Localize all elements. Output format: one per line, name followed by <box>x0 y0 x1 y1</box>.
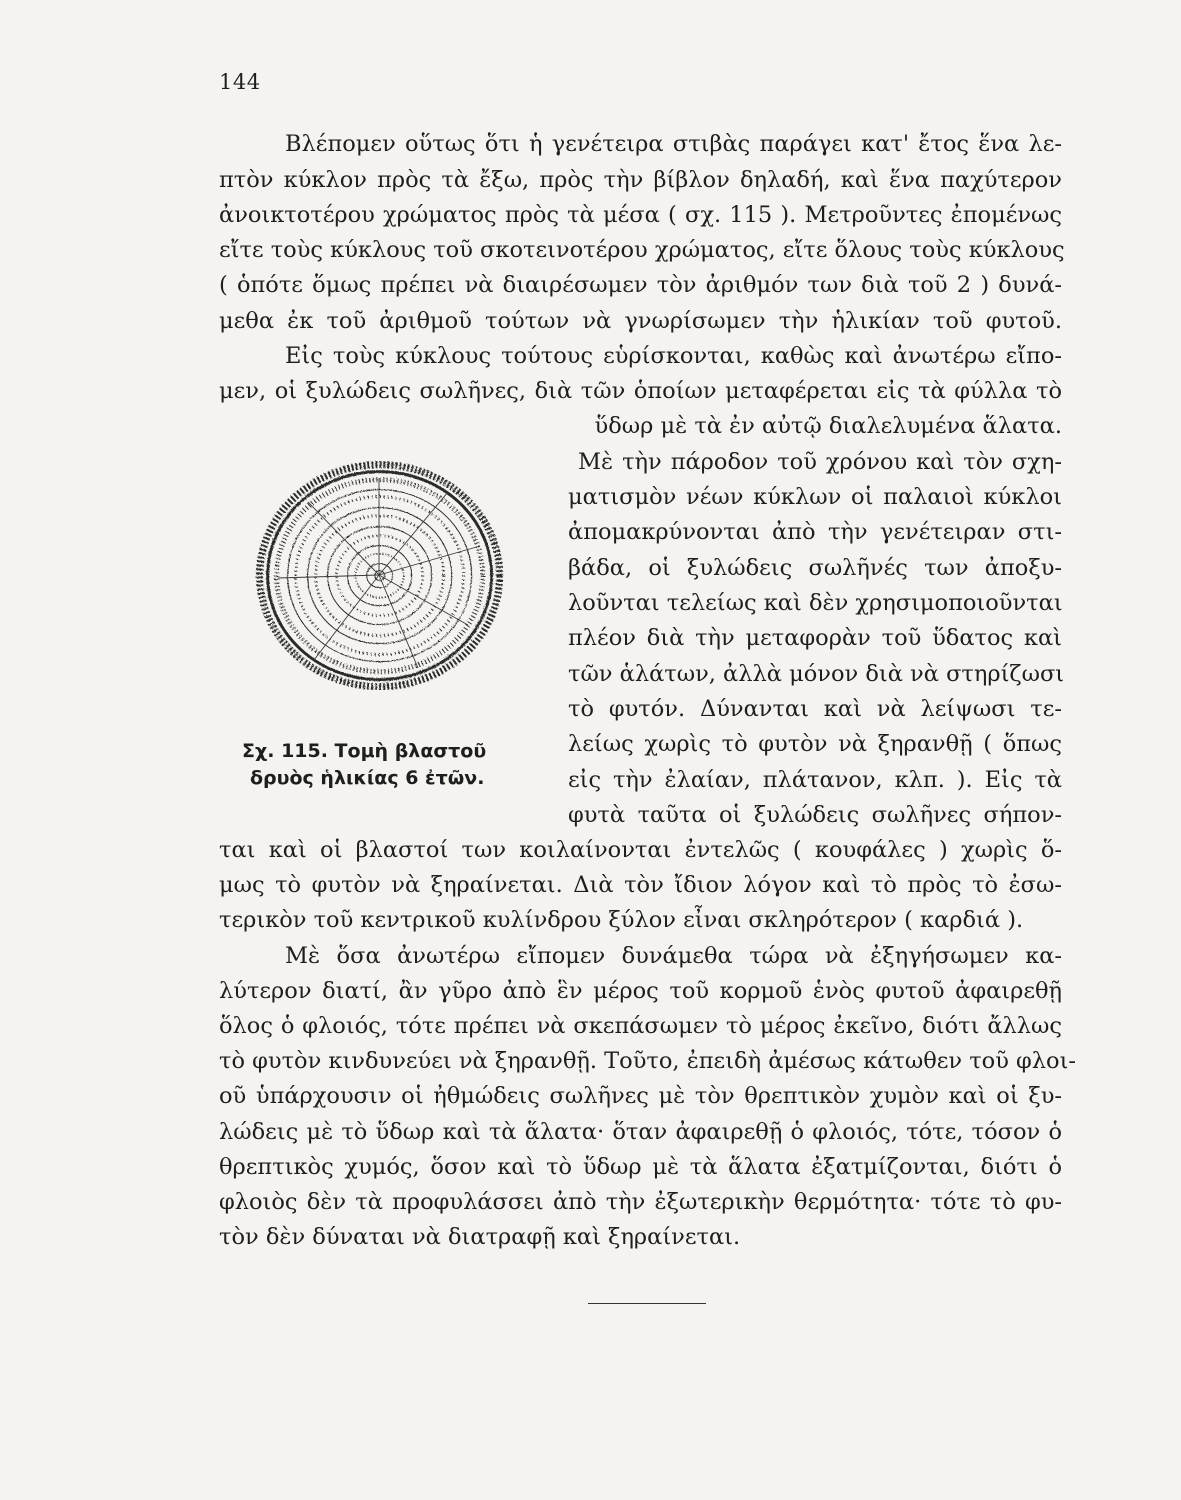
figure-caption: Σχ. 115. Τομὴ βλαστοῦ <box>242 740 487 762</box>
text-line: πτὸν κύκλον πρὸς τὰ ἔξω, πρὸς τὴν βίβλον δηλαδή, καὶ ἕνα παχύτερον <box>219 167 1062 193</box>
text-line: μως τὸ φυτὸν νὰ ξηραίνεται. Διὰ τὸν ἴδιον λόγον καὶ τὸ πρὸς τὸ ἐσω- <box>219 872 1062 898</box>
text-line: οῦ ὑπάρχουσιν οἱ ἠθμώδεις σωλῆνες μὲ τὸν θρεπτικὸν χυμὸν καὶ οἱ ξυ- <box>219 1083 1062 1109</box>
tree-cross-section-illustration <box>248 460 520 690</box>
text-line: Εἰς τοὺς κύκλους τούτους εὑρίσκονται, καθὼς καὶ ἀνωτέρω εἴπο- <box>285 343 1062 369</box>
text-line: θρεπτικὸς χυμός, ὅσον καὶ τὸ ὕδωρ μὲ τὰ ἅλατα ἐξατμίζονται, διότι ὁ <box>219 1154 1062 1180</box>
text-line: τερικὸν τοῦ κεντρικοῦ κυλίνδρου ξύλον εἶναι σκληρότερον ( καρδιά ). <box>219 907 1024 933</box>
text-line: εἰς τὴν ἐλαίαν, πλάτανον, κλπ. ). Εἰς τὰ <box>568 767 1062 793</box>
page-number: 144 <box>219 70 261 94</box>
figure-caption: δρυὸς ἡλικίας 6 ἐτῶν. <box>250 767 485 789</box>
text-line: μεν, οἱ ξυλώδεις σωλῆνες, διὰ τῶν ὁποίων μεταφέρεται εἰς τὰ φύλλα τὸ <box>219 378 1062 404</box>
text-line: ἀνοικτοτέρου χρώματος πρὸς τὰ μέσα ( σχ. 115 ). Μετροῦντες ἐπομένως <box>219 202 1062 228</box>
text-line: τὸ φυτὸν κινδυνεύει νὰ ξηρανθῇ. Τοῦτο, ἐπειδὴ ἀμέσως κάτωθεν τοῦ φλοι- <box>219 1048 1077 1074</box>
text-line: Βλέπομεν οὕτως ὅτι ἡ γενέτειρα στιβὰς παράγει κατ' ἔτος ἕνα λε- <box>285 131 1062 157</box>
text-line: τὸν δὲν δύναται νὰ διατραφῇ καὶ ξηραίνεται. <box>219 1224 741 1250</box>
text-line: λύτερον διατί, ἂν γῦρο ἀπὸ ἓν μέρος τοῦ κορμοῦ ἑνὸς φυτοῦ ἀφαιρεθῇ <box>219 978 1062 1004</box>
text-line: πλέον διὰ τὴν μεταφορὰν τοῦ ὕδατος καὶ <box>568 625 1062 651</box>
text-line: φυτὰ ταῦτα οἱ ξυλώδεις σωλῆνες σήπον- <box>568 802 1062 828</box>
text-line: τὸ φυτόν. Δύνανται καὶ νὰ λείψωσι τε- <box>568 696 1062 722</box>
text-line: ματισμὸν νέων κύκλων οἱ παλαιοὶ κύκλοι <box>568 484 1062 510</box>
text-line: Μὲ τὴν πάροδον τοῦ χρόνου καὶ τὸν σχη- <box>578 449 1062 475</box>
text-line: μεθα ἐκ τοῦ ἀριθμοῦ τούτων νὰ γνωρίσωμεν τὴν ἡλικίαν τοῦ φυτοῦ. <box>219 308 1062 334</box>
text-line: τῶν ἁλάτων, ἀλλὰ μόνον διὰ νὰ στηρίζωσι <box>568 661 1065 687</box>
section-divider <box>588 1303 706 1304</box>
text-line: Μὲ ὅσα ἀνωτέρω εἴπομεν δυνάμεθα τώρα νὰ ἐξηγήσωμεν κα- <box>285 943 1062 969</box>
text-line: ὅλος ὁ φλοιός, τότε πρέπει νὰ σκεπάσωμεν τὸ μέρος ἐκεῖνο, διότι ἄλλως <box>219 1013 1062 1039</box>
text-line: ἀπομακρύνονται ἀπὸ τὴν γενέτειραν στι- <box>568 519 1062 545</box>
text-line: ὕδωρ μὲ τὰ ἐν αὐτῷ διαλελυμένα ἅλατα. <box>594 413 1062 439</box>
text-line: λείως χωρὶς τὸ φυτὸν νὰ ξηρανθῇ ( ὅπως <box>568 731 1062 757</box>
text-line: λοῦνται τελείως καὶ δὲν χρησιμοποιοῦνται <box>568 590 1063 616</box>
text-line: βάδα, οἱ ξυλώδεις σωλῆνές των ἀποξυ- <box>568 555 1062 581</box>
text-line: φλοιὸς δὲν τὰ προφυλάσσει ἀπὸ τὴν ἐξωτερικὴν θερμότητα· τότε τὸ φυ- <box>219 1189 1062 1215</box>
text-line: εἴτε τοὺς κύκλους τοῦ σκοτεινοτέρου χρώματος, εἴτε ὅλους τοὺς κύκλους <box>219 237 1065 263</box>
text-line: ται καὶ οἱ βλαστοί των κοιλαίνονται ἐντελῶς ( κουφάλες ) χωρὶς ὅ- <box>219 837 1062 863</box>
text-line: ( ὁπότε ὅμως πρέπει νὰ διαιρέσωμεν τὸν ἀριθμόν των διὰ τοῦ 2 ) δυνά- <box>219 272 1062 298</box>
text-line: λώδεις μὲ τὸ ὕδωρ καὶ τὰ ἅλατα· ὅταν ἀφαιρεθῇ ὁ φλοιός, τότε, τόσον ὁ <box>219 1119 1062 1145</box>
